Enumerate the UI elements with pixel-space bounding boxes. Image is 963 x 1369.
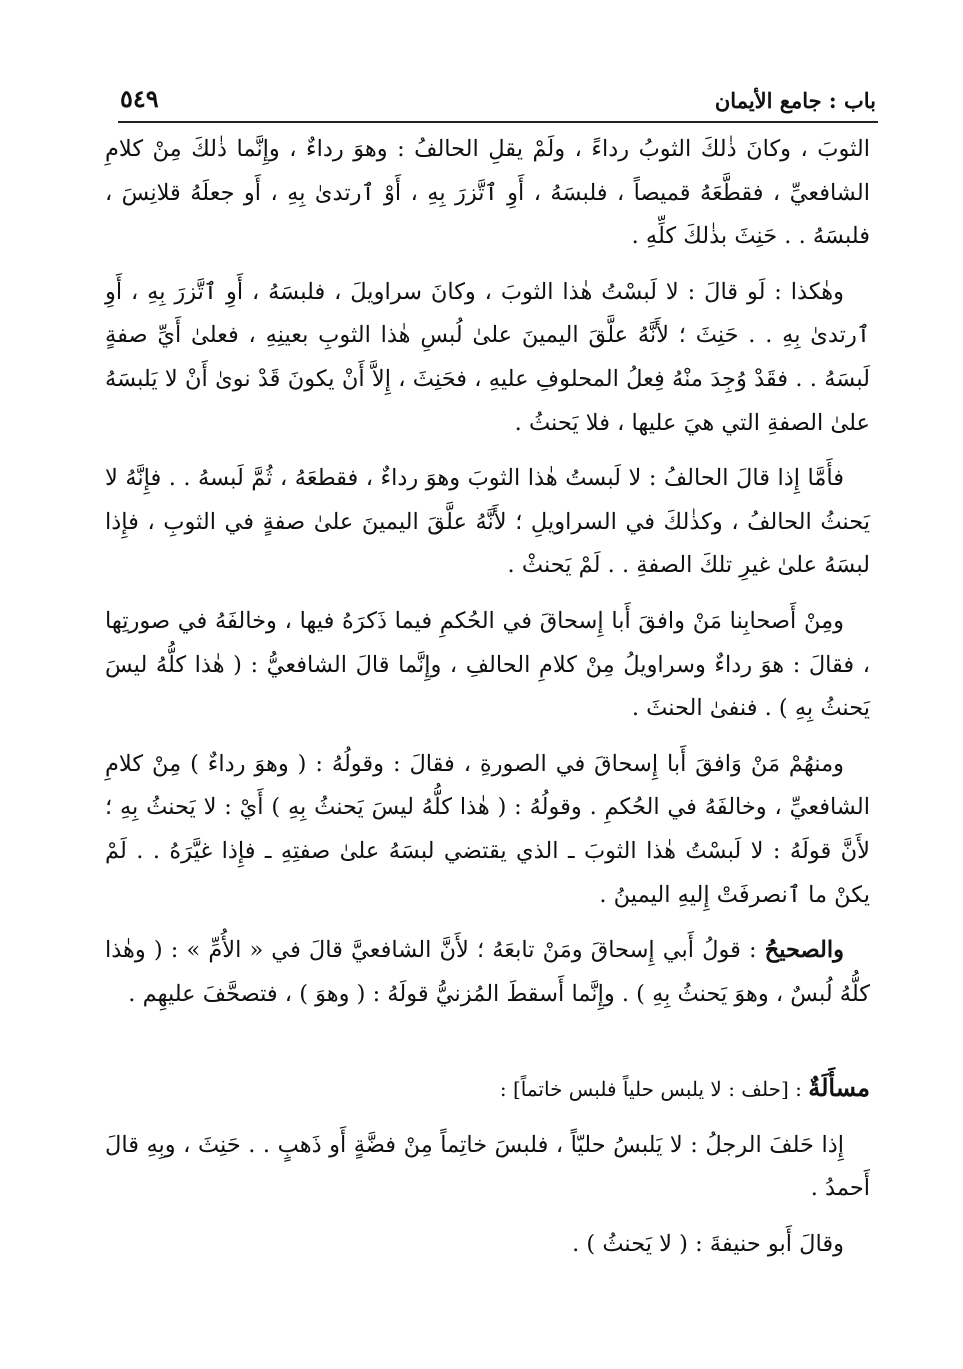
paragraph-text: : قولُ أَبي إِسحاقَ ومَنْ تابعَهُ ؛ لأَنَّ الشافعيَّ قالَ في « الأُمِّ » : ( وهٰذا كلُّهُ لُبسٌ ، وهوَ يَحنثُ بِهِ ) . وإِنَّما أَسقطَ المُزنيُّ قولَهُ : ( وهوَ ) ، فتصحَّفَ عليهِم . [105, 937, 870, 1007]
page-body [105, 128, 870, 1279]
chapter-title: باب : جامع الأيمان [714, 88, 876, 113]
masala-title: : [حلف : لا يلبس حلياً فلبس خاتماً] : [499, 1077, 809, 1102]
paragraph-text: وهٰكذا : لَو قالَ : لا لَبسْتُ هٰذا الثوبَ ، وكانَ سراويلَ ، فلبسَهُ ، أَوِ ٱتَّزرَ بِهِ ، أَوِ ٱرتدىٰ بِهِ . . حَنِثَ ؛ لأَنَّهُ علَّقَ اليمينَ علىٰ لُبسِ هٰذا الثوبِ بعينِهِ ، فعلىٰ أَيِّ صفةٍ لَبسَهُ . . فقَدْ وُجِدَ منْهُ فِعلُ المحلوفِ عليهِ ، فحَنِثَ ، إِلاَّ أَنْ يكونَ قَدْ نوىٰ أَنْ لا يَلبسَهُ علىٰ الصفةِ التي هيَ عليها ، فلا يَحنثُ . [105, 278, 870, 436]
paragraph-text: إِذا حَلفَ الرجلُ : لا يَلبسُ حليّاً ، فلبسَ خاتِماً مِنْ فضَّةٍ أَو ذَهبٍ . . حَنِثَ ، وبِهِ قالَ أَحمدُ . [105, 1131, 870, 1202]
paragraph [105, 271, 870, 445]
paragraph [105, 600, 870, 731]
paragraph [105, 743, 870, 917]
paragraph [105, 457, 870, 588]
paragraph-text: وقالَ أَبو حنيفةَ : ( لا يَحنثُ ) . [572, 1231, 844, 1258]
paragraph [105, 128, 870, 259]
paragraph-text: فأَمَّا إِذا قالَ الحالفُ : لا لَبستُ هٰذا الثوبَ وهوَ رداءٌ ، فقطعَهُ ، ثُمَّ لَبسهُ . . فإِنَّهُ لا يَحنثُ الحالفُ ، وكذٰلكَ في السراويلِ ؛ لأَنَّهُ علَّقَ اليمينَ علىٰ صفةٍ في الثوبِ ، فإِذا لبسَهُ علىٰ غيرِ تلكَ الصفةِ . . لَمْ يَحنثْ . [105, 465, 870, 579]
paragraph [105, 1223, 870, 1267]
paragraph [105, 1124, 870, 1211]
paragraph-text: ومِنْ أَصحابِنا مَنْ وافقَ أَبا إِسحاقَ في الحُكمِ فيما ذَكرَهُ فيها ، وخالفَهُ في صورتِها ، فقالَ : هوَ رداءٌ وسراويلُ مِنْ كلامِ الحالفِ ، وإِنَّما قالَ الشافعيُّ : ( هٰذا كلُّهُ ليسَ يَحنثُ بِهِ ) . فنفىٰ الحنثَ . [105, 607, 870, 722]
paragraph-text: ومنهُمْ مَنْ وَافقَ أَبا إِسحاقَ في الصورةِ ، فقالَ : وقولُهُ : ( وهوَ رداءٌ ) مِنْ كلامِ الشافعيِّ ، وخالفَهُ في الحُكمِ . وقولُهُ : ( هٰذا كلُّهُ ليسَ يَحنثُ بِهِ ) أَيْ : لا يَحنثُ بِهِ ؛ لأَنَّ قولَهُ : لا لَبسْتُ هٰذا الثوبَ ـ الذي يقتضي لبسَهُ علىٰ صفتِهِ ـ فإِذا غيَّرَهُ . . لَمْ يكنْ ما ٱنصرفَتْ إِليهِ اليمينُ . [105, 750, 870, 908]
masala-heading: مسأَلَةٌ [808, 1073, 870, 1103]
paragraph-lead: والصحيحُ [764, 937, 844, 964]
paragraph-text: الثوبَ ، وكانَ ذٰلكَ الثوبُ رداءً ، ولَمْ يقلِ الحالفُ : وهوَ رداءٌ ، وإِنَّما ذٰلكَ مِنْ كلامِ الشافعيِّ ، فقطَّعَهُ قميصاً ، فلبسَهُ ، أَوِ ٱتَّزرَ بِهِ ، أَوْ ٱرتدىٰ بِهِ ، أَو جعلَهُ قلانِسَ ، فلبسَهُ . . حَنِثَ بذٰلكَ كلِّهِ . [105, 136, 870, 250]
masala-section [105, 1066, 870, 1266]
header-divider [118, 121, 878, 123]
page-header [120, 82, 876, 122]
masala-heading-line [105, 1066, 870, 1112]
paragraph [105, 929, 870, 1016]
page-number: ٥٤٩ [120, 84, 159, 113]
